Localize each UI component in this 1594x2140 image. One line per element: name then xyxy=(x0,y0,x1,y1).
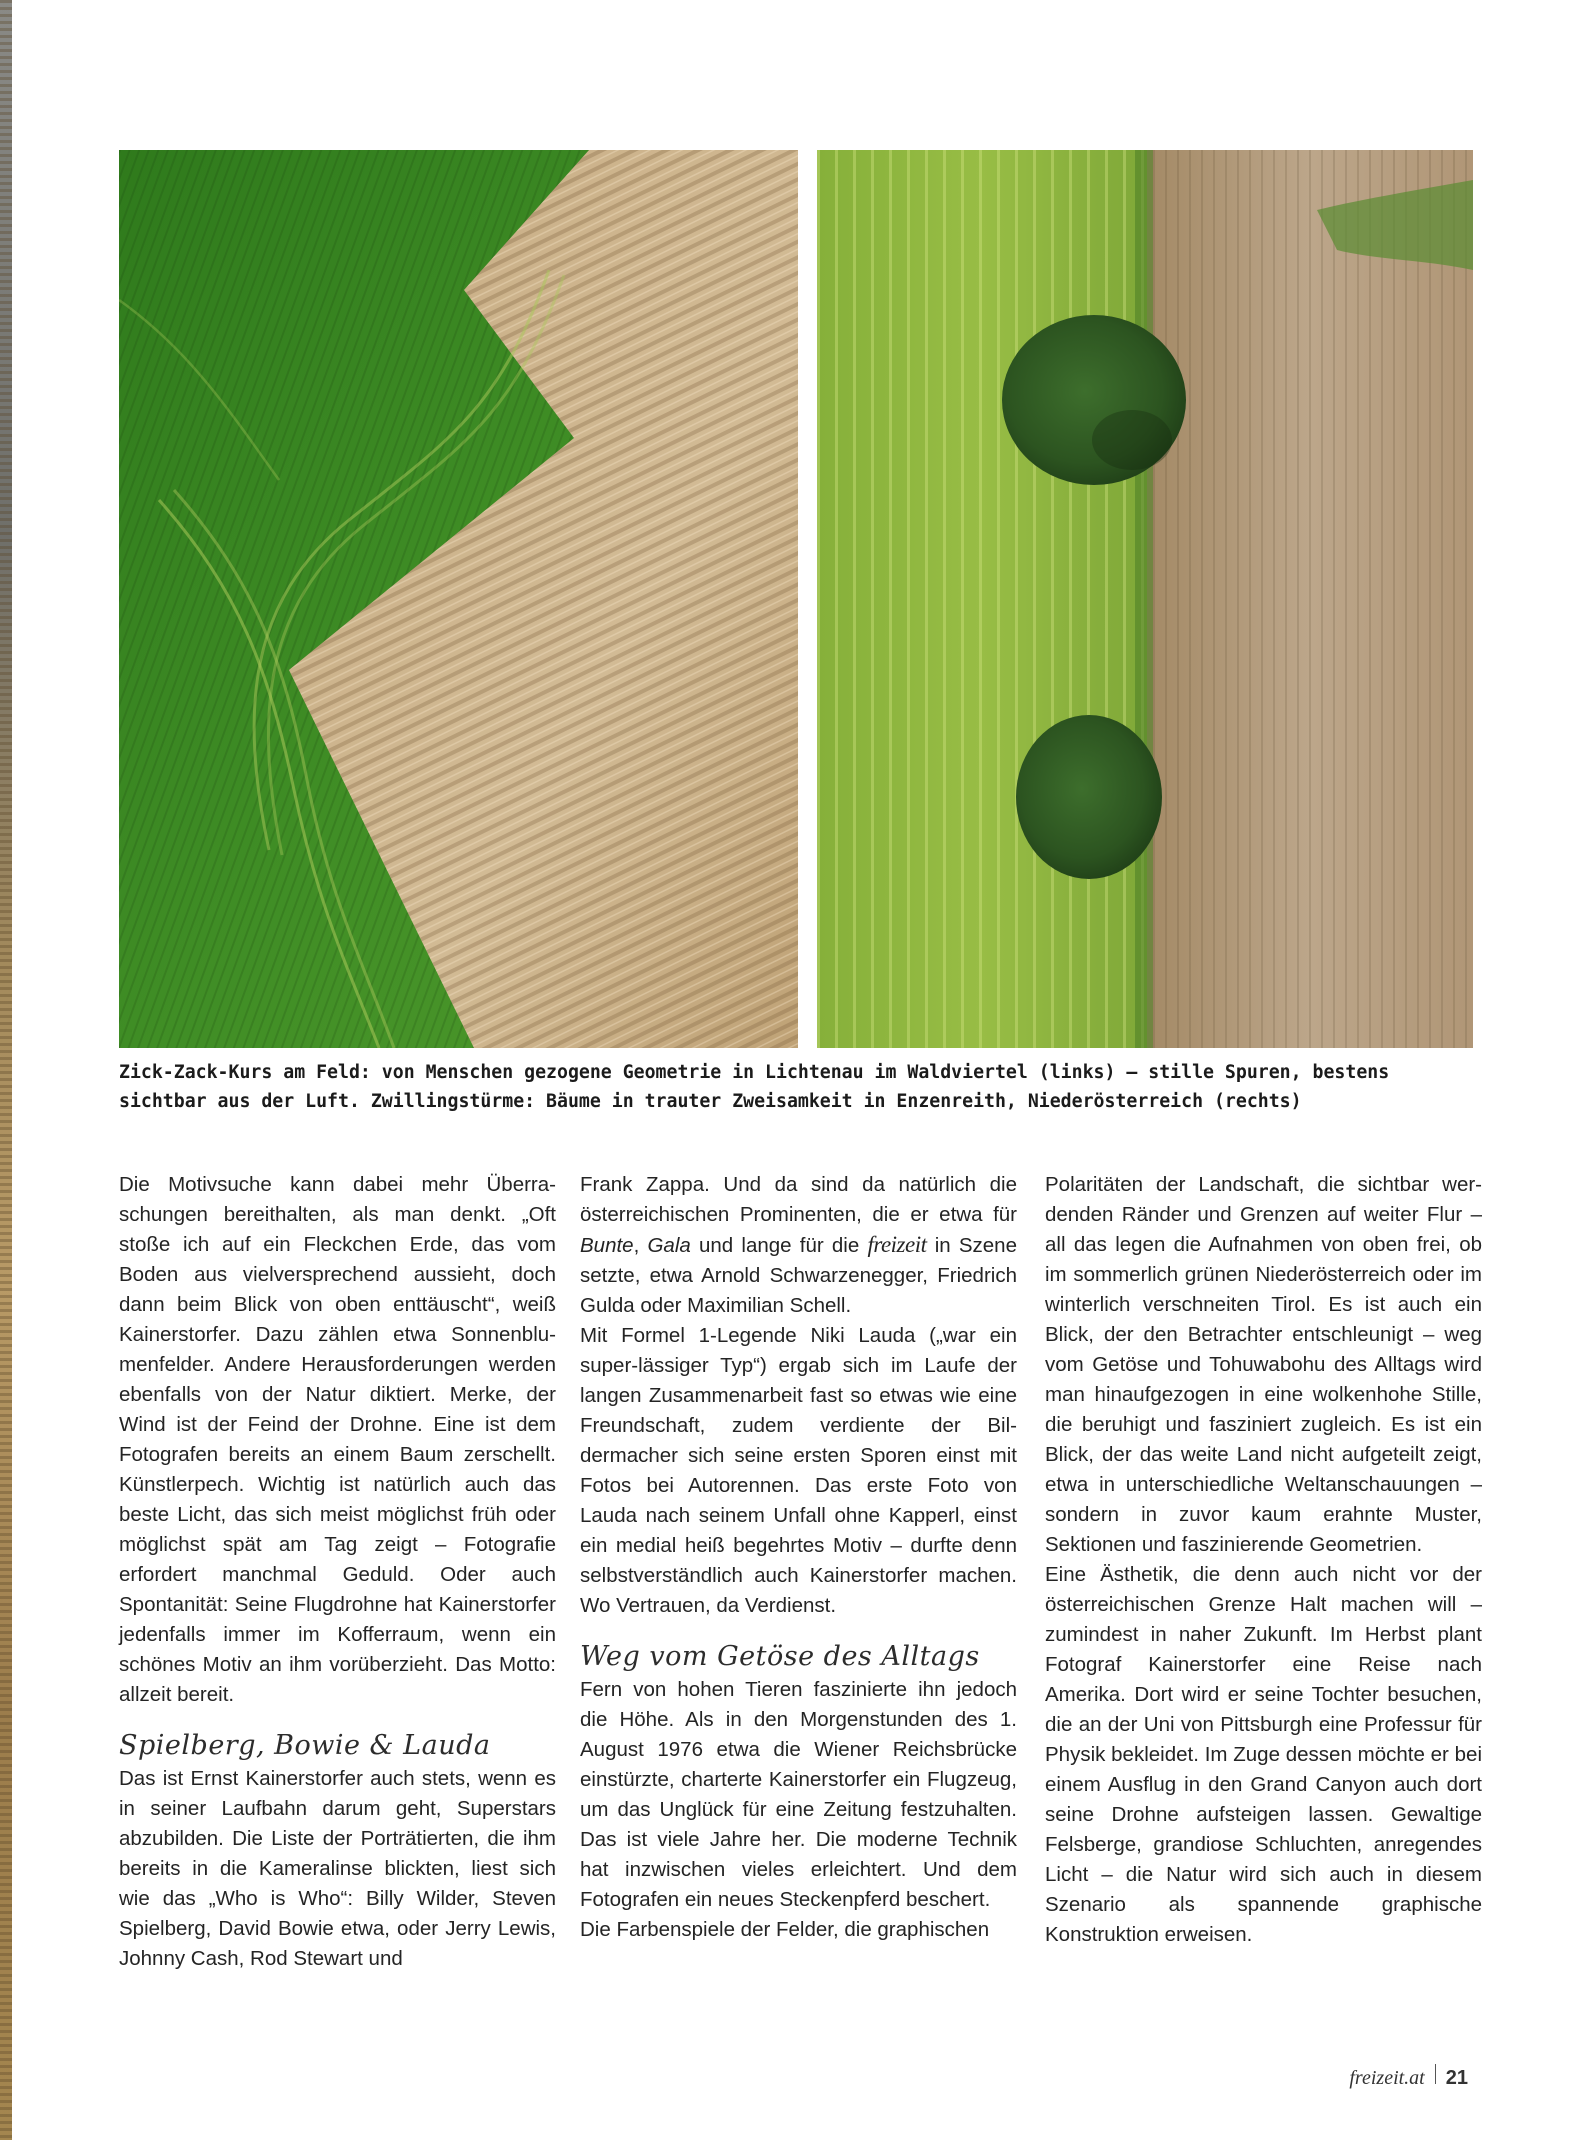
paragraph: Mit Formel 1-Legende Niki Lauda („war ein super-lässiger Typ“) ergab sich im Laufe der langen Zusammenarbeit fast so etwas wie eine Freundschaft, zudem verdiente der Bildermacher sich seine ersten Sporen einst mit Fotos bei Autorennen. Das erste Foto von Lauda nach seinem Unfall ohne Kapperl, einst ein medial heiß begehrtes Motiv – durfte denn selbstverständlich auch Kainerstorfer machen. Wo Vertrauen, da Verdienst. xyxy=(580,1324,1017,1617)
article-column-3 xyxy=(1045,1170,1482,1950)
brand-freizeit: freizeit xyxy=(867,1232,927,1257)
paragraph: Das ist Ernst Kainerstorfer auch stets, wenn es in seiner Laufbahn darum geht, Superstars abzubilden. Die Liste der Porträtierten, die ihm bereits in die Kameralinse blickten, liest sich wie das „Who is Who“: Billy Wilder, Steven Spielberg, David Bowie etwa, oder Jerry Lewis, Johnny Cash, Rod Stewart und xyxy=(119,1767,556,1970)
subheading-spielberg: Spielberg, Bowie & Lauda xyxy=(119,1730,491,1761)
magazine-name-bunte: Bunte xyxy=(580,1234,634,1257)
magazine-name-gala: Gala xyxy=(647,1234,691,1257)
article-column-1 xyxy=(119,1170,556,1974)
footer-divider xyxy=(1435,2064,1436,2084)
paragraph: Die Motivsuche kann dabei mehr Überraschungen bereithalten, als man denkt. „Oft stoße ich auf ein Fleckchen Erde, das vom Boden aus vielversprechend aussieht, doch dann beim Blick von oben enttäuscht“, weiß Kainerstorfer. Dazu zählen etwa Sonnenblumenfelder. Andere Herausforderungen werden ebenfalls von der Natur diktiert. Merke, der Wind ist der Feind der Drohne. Eine ist dem Fotografen bereits an einem Baum zerschellt. Künstlerpech. Wichtig ist natürlich auch das beste Licht, das sich meist möglichst früh oder möglichst spät am Tag zeigt – Fotografie erfordert manchmal Geduld. Oder auch Spontanität: Seine Flugdrohne hat Kainerstorfer jedenfalls immer im Kofferraum, wenn ein schönes Motiv an ihm vorüberzieht. Das Motto: allzeit bereit. xyxy=(119,1173,556,1706)
paragraph: Polaritäten der Landschaft, die sichtbar werdenden Ränder und Grenzen auf weiter Flur – all das legen die Aufnahmen von oben frei, ob im sommerlich grünen Niederösterreich oder im winterlich verschneiten Tirol. Es ist auch ein Blick, der den Betrachter entschleunigt – weg vom Getöse und Tohuwabohu des Alltags wird man hinaufgezogen in eine wolkenhohe Stille, die beruhigt und fasziniert zugleich. Es ist ein Blick, der das weite Land nicht aufgeteilt zeigt, etwa in unterschiedliche Weltanschauungen – sondern in zuvor kaum erahnte Muster, Sektionen und faszinierende Geometrien. xyxy=(1045,1173,1482,1556)
footer-site: freizeit.at xyxy=(1349,2067,1425,2089)
spread-edge-decoration xyxy=(0,0,12,2140)
tree-bottom xyxy=(1016,715,1162,879)
paragraph: Eine Ästhetik, die denn auch nicht vor der österreichischen Grenze Halt machen will – zumindest in naher Zukunft. Im Herbst plant Fotograf Kainerstorfer eine Reise nach Amerika. Dort wird er seine Tochter besuchen, die an der Uni von Pittsburgh eine Professur für Physik bekleidet. Im Zuge dessen möchte er bei einem Ausflug in den Grand Canyon auch dort seine Drohne aufsteigen lassen. Gewaltige Felsberge, grandiose Schluchten, anregendes Licht – die Natur wird sich auch in diesem Szenario als spannende graphische Konstruktion erweisen. xyxy=(1045,1563,1482,1946)
paragraph: Fern von hohen Tieren faszinierte ihn jedoch die Höhe. Als in den Morgenstunden des 1. August 1976 etwa die Wiener Reichsbrücke einstürzte, charterte Kainerstorfer ein Flugzeug, um das Unglück für eine Zeitung festzuhalten. Das ist viele Jahre her. Die moderne Technik hat inzwischen vieles erleichtert. Und dem Fotografen ein neues Steckenpferd beschert. xyxy=(580,1678,1017,1911)
page-number: 21 xyxy=(1445,2067,1468,2089)
subheading-getoese: Weg vom Getöse des Alltags xyxy=(580,1641,980,1672)
photo-two-trees xyxy=(817,150,1473,1048)
photo-caption: Zick-Zack-Kurs am Feld: von Menschen gezogene Geometrie in Lichtenau im Waldviertel (links) – stille Spuren, bestens sichtbar aus der Luft. Zwillingstürme: Bäume in trauter Zweisamkeit in Enzenreith, Niederösterreich (rechts) xyxy=(119,1062,1390,1112)
page-footer xyxy=(1349,2064,1468,2090)
photo-zigzag-field xyxy=(119,150,798,1048)
article-column-2 xyxy=(580,1170,1017,1945)
paragraph: Die Farbenspiele der Felder, die graphischen xyxy=(580,1918,990,1941)
aerial-two-trees-image xyxy=(817,150,1473,1048)
paragraph: Frank Zappa. Und da sind da natürlich die österreichischen Prominenten, die er etwa für Bunte, Gala und lange für die freizeit in Szene setzte, etwa Arnold Schwarzenegger, Friedrich Gulda oder Maximilian Schell. xyxy=(580,1173,1017,1317)
aerial-field-zigzag-image xyxy=(119,150,798,1048)
